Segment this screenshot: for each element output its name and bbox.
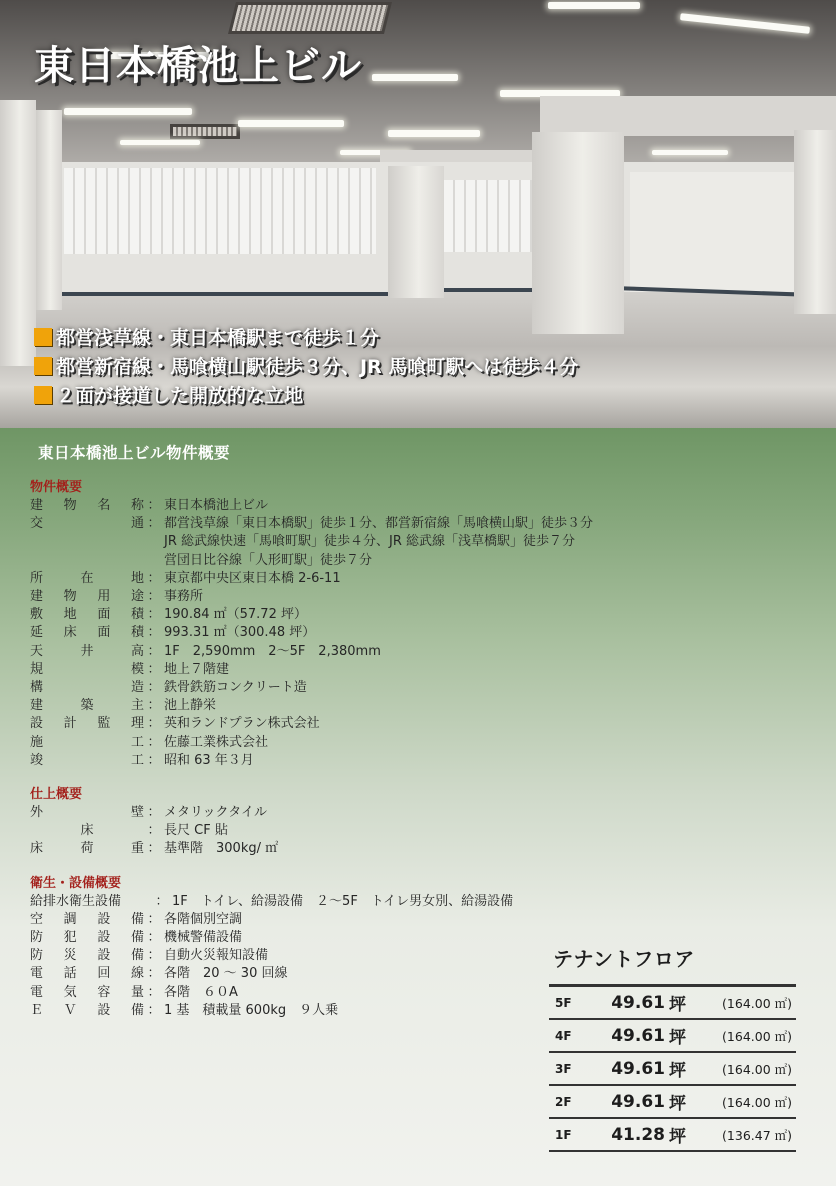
ceiling-vent bbox=[170, 124, 240, 139]
spec-label: 外壁 bbox=[30, 805, 144, 821]
spec-row bbox=[30, 822, 650, 840]
highlight-item bbox=[34, 351, 578, 380]
window-blinds bbox=[444, 180, 532, 252]
spec-separator: ： bbox=[147, 911, 161, 927]
highlight-item bbox=[34, 322, 578, 351]
ceiling-light bbox=[238, 120, 344, 127]
spec-value: 東京都中央区東日本橋 2-6-11 bbox=[164, 570, 341, 586]
floor-area-sqm: (136.47 ㎡) bbox=[722, 1127, 792, 1143]
spec-label: 建物名称 bbox=[30, 498, 144, 513]
spec-separator: ： bbox=[147, 805, 161, 821]
spec-separator: ： bbox=[147, 966, 161, 982]
tenant-floor-row bbox=[549, 984, 796, 1020]
spec-label: 建築主 bbox=[30, 698, 144, 714]
pillar bbox=[794, 130, 836, 314]
spec-label: 床 bbox=[80, 823, 94, 839]
spec-separator: ： bbox=[147, 698, 161, 714]
spec-label: 規模 bbox=[30, 661, 144, 677]
spec-value: 鉄骨鉄筋コンクリート造 bbox=[164, 680, 307, 696]
floor-area-tsubo: 49.61 bbox=[611, 1025, 665, 1046]
spec-separator: ： bbox=[147, 589, 161, 605]
spec-row bbox=[30, 911, 650, 929]
spec-row bbox=[30, 679, 650, 697]
spec-value: 長尺 CF 貼 bbox=[164, 823, 228, 839]
spec-separator: ： bbox=[147, 516, 161, 532]
spec-row bbox=[30, 515, 650, 533]
spec-separator: ： bbox=[147, 661, 161, 677]
ceiling-beam bbox=[540, 96, 836, 136]
ceiling-light bbox=[372, 74, 458, 81]
highlight-list bbox=[34, 322, 578, 409]
ceiling-light bbox=[388, 130, 480, 137]
ceiling-light bbox=[120, 140, 200, 145]
spec-row bbox=[30, 752, 650, 770]
spec-value: 地上７階建 bbox=[164, 661, 230, 677]
spec-label: 電気容量 bbox=[30, 984, 144, 1000]
spec-label: 床荷重 bbox=[30, 841, 144, 857]
tsubo-unit: 坪 bbox=[669, 1127, 686, 1147]
spec-value: 基準階 300kg/ ㎡ bbox=[164, 841, 279, 857]
spec-group-heading: 仕上概要 bbox=[30, 787, 83, 803]
overview-title: 東日本橋池上ビル物件概要 bbox=[38, 444, 231, 462]
floor-area-sqm: (164.00 ㎡) bbox=[722, 1061, 792, 1077]
spec-separator: ： bbox=[147, 984, 161, 1000]
spec-value: 事務所 bbox=[164, 589, 204, 605]
spec-label: 延床面積 bbox=[30, 625, 144, 641]
spec-label: 竣工 bbox=[30, 752, 144, 768]
spec-separator: ： bbox=[147, 716, 161, 732]
highlight-text: 都営新宿線・馬喰横山駅徒歩３分、JR 馬喰町駅へは徒歩４分 bbox=[56, 356, 579, 378]
spec-group-heading: 衛生・設備概要 bbox=[30, 875, 122, 891]
floor-label: 1F bbox=[555, 1127, 572, 1142]
window-blinds bbox=[64, 168, 376, 254]
tenant-floor-row bbox=[549, 1119, 796, 1152]
spec-label: 交通 bbox=[30, 516, 144, 532]
spec-label bbox=[30, 533, 144, 551]
spec-row bbox=[30, 624, 650, 642]
ceiling-light bbox=[548, 2, 640, 9]
floor-area-tsubo: 49.61 bbox=[611, 992, 665, 1013]
floor-area-sqm: (164.00 ㎡) bbox=[722, 995, 792, 1011]
spec-value: 1F トイレ、給湯設備 ２～5F トイレ男女別、給湯設備 bbox=[172, 893, 514, 909]
tsubo-unit: 坪 bbox=[669, 1028, 686, 1048]
tenant-floor-row bbox=[549, 1020, 796, 1053]
spec-value: 英和ランドプラン株式会社 bbox=[164, 716, 320, 732]
highlight-text: ２面が接道した開放的な立地 bbox=[56, 385, 304, 407]
spec-separator: ： bbox=[147, 607, 161, 623]
pillar bbox=[532, 132, 624, 334]
spec-label: 防犯設備 bbox=[30, 930, 144, 946]
pillar bbox=[36, 110, 62, 310]
tsubo-unit: 坪 bbox=[669, 1094, 686, 1114]
spec-label: 電話回線 bbox=[30, 966, 144, 982]
spec-value: 機械警備設備 bbox=[164, 930, 243, 946]
spec-list bbox=[30, 479, 650, 1020]
group-spacer bbox=[30, 859, 650, 875]
highlight-item bbox=[34, 380, 578, 409]
spec-separator: ： bbox=[147, 1002, 161, 1018]
spec-group-heading: 物件概要 bbox=[30, 480, 83, 495]
spec-row bbox=[30, 497, 650, 515]
tenant-floor-row bbox=[549, 1053, 796, 1086]
spec-value: 佐藤工業株式会社 bbox=[164, 734, 269, 750]
floor-area-tsubo: 41.28 bbox=[611, 1124, 665, 1145]
ceiling-vent bbox=[228, 2, 392, 34]
spec-value: 都営浅草線「東日本橋駅」徒歩１分、都営新宿線「馬喰横山駅」徒歩３分 bbox=[164, 516, 594, 532]
spec-separator: ： bbox=[147, 823, 161, 839]
spec-label: 防災設備 bbox=[30, 948, 144, 964]
spec-label: 所在地 bbox=[30, 570, 144, 586]
highlight-text: 都営浅草線・東日本橋駅まで徒歩１分 bbox=[56, 327, 380, 349]
spec-row bbox=[30, 588, 650, 606]
spec-label: 施工 bbox=[30, 734, 144, 750]
pillar bbox=[388, 166, 444, 298]
spec-separator: ： bbox=[147, 625, 161, 641]
spec-separator: ： bbox=[147, 643, 161, 659]
spec-row bbox=[30, 606, 650, 624]
spec-value: 各階個別空調 bbox=[164, 911, 243, 927]
spec-separator: ： bbox=[147, 841, 161, 857]
spec-row bbox=[30, 840, 650, 858]
spec-row bbox=[30, 570, 650, 588]
spec-label: 建物用途 bbox=[30, 589, 144, 605]
spec-separator: ： bbox=[147, 570, 161, 586]
spec-separator: ： bbox=[147, 680, 161, 696]
bullet-square-icon bbox=[34, 328, 52, 346]
spec-separator: ： bbox=[147, 930, 161, 946]
spec-label: 天井高 bbox=[30, 643, 144, 659]
spec-value: 190.84 ㎡（57.72 坪） bbox=[164, 607, 307, 623]
spec-value: 池上静栄 bbox=[164, 698, 217, 714]
spec-separator bbox=[144, 533, 164, 551]
floor-area-sqm: (164.00 ㎡) bbox=[722, 1094, 792, 1110]
spec-separator: ： bbox=[155, 893, 169, 909]
bullet-square-icon bbox=[34, 357, 52, 375]
tenant-floor-table bbox=[549, 984, 796, 1152]
spec-label: ＥＶ設備 bbox=[30, 1002, 144, 1018]
spec-label: 給排水衛生設備 bbox=[30, 893, 122, 909]
tenant-floor-row bbox=[549, 1086, 796, 1119]
spec-value: 営団日比谷線「人形町駅」徒歩７分 bbox=[164, 552, 373, 568]
floor-area-sqm: (164.00 ㎡) bbox=[722, 1028, 792, 1044]
spec-row bbox=[30, 893, 650, 911]
floor-label: 2F bbox=[555, 1094, 572, 1109]
building-title: 東日本橋池上ビル bbox=[34, 43, 362, 89]
spec-row bbox=[30, 533, 650, 551]
spec-label: 構造 bbox=[30, 680, 144, 696]
spec-label: 設計監理 bbox=[30, 716, 144, 732]
tsubo-unit: 坪 bbox=[669, 1061, 686, 1081]
spec-value: 各階 ６０A bbox=[164, 984, 238, 1000]
group-spacer bbox=[30, 770, 650, 786]
bullet-square-icon bbox=[34, 386, 52, 404]
floor-label: 3F bbox=[555, 1061, 572, 1076]
spec-separator: ： bbox=[147, 734, 161, 750]
spec-value: 各階 20 ～ 30 回線 bbox=[164, 966, 288, 982]
spec-label bbox=[30, 552, 144, 570]
spec-value: 1 基 積載量 600kg ９人乗 bbox=[164, 1002, 339, 1018]
spec-row bbox=[30, 552, 650, 570]
spec-value: 1F 2,590mm 2～5F 2,380mm bbox=[164, 643, 381, 659]
spec-value: メタリックタイル bbox=[164, 805, 267, 821]
floor-label: 4F bbox=[555, 1028, 572, 1043]
spec-separator bbox=[144, 552, 164, 570]
ceiling-light bbox=[64, 108, 192, 115]
spec-value: 昭和 63 年３月 bbox=[164, 752, 254, 768]
office-interior-photo bbox=[0, 0, 836, 428]
spec-label: 敷地面積 bbox=[30, 607, 144, 623]
spec-separator: ： bbox=[147, 498, 161, 513]
tenant-floor-title: テナントフロア bbox=[553, 947, 695, 971]
spec-row bbox=[30, 661, 650, 679]
spec-value: 東日本橋池上ビル bbox=[164, 498, 269, 513]
spec-label: 空調設備 bbox=[30, 911, 144, 927]
spec-row bbox=[30, 643, 650, 661]
spec-row bbox=[30, 715, 650, 733]
floor-label: 5F bbox=[555, 995, 572, 1010]
floor-area-tsubo: 49.61 bbox=[611, 1058, 665, 1079]
spec-value: 993.31 ㎡（300.48 坪） bbox=[164, 625, 316, 641]
tsubo-unit: 坪 bbox=[669, 995, 686, 1015]
spec-value: JR 総武線快速「馬喰町駅」徒歩４分、JR 総武線「浅草橋駅」徒歩７分 bbox=[164, 534, 575, 550]
spec-separator: ： bbox=[147, 752, 161, 768]
spec-value: 自動火災報知設備 bbox=[164, 948, 269, 964]
spec-row bbox=[30, 734, 650, 752]
spec-row bbox=[30, 697, 650, 715]
spec-separator: ： bbox=[147, 948, 161, 964]
ceiling-light bbox=[652, 150, 728, 155]
baseboard bbox=[60, 292, 390, 296]
baseboard bbox=[444, 288, 532, 292]
floor-area-tsubo: 49.61 bbox=[611, 1091, 665, 1112]
spec-row bbox=[30, 804, 650, 822]
pillar bbox=[0, 100, 36, 366]
